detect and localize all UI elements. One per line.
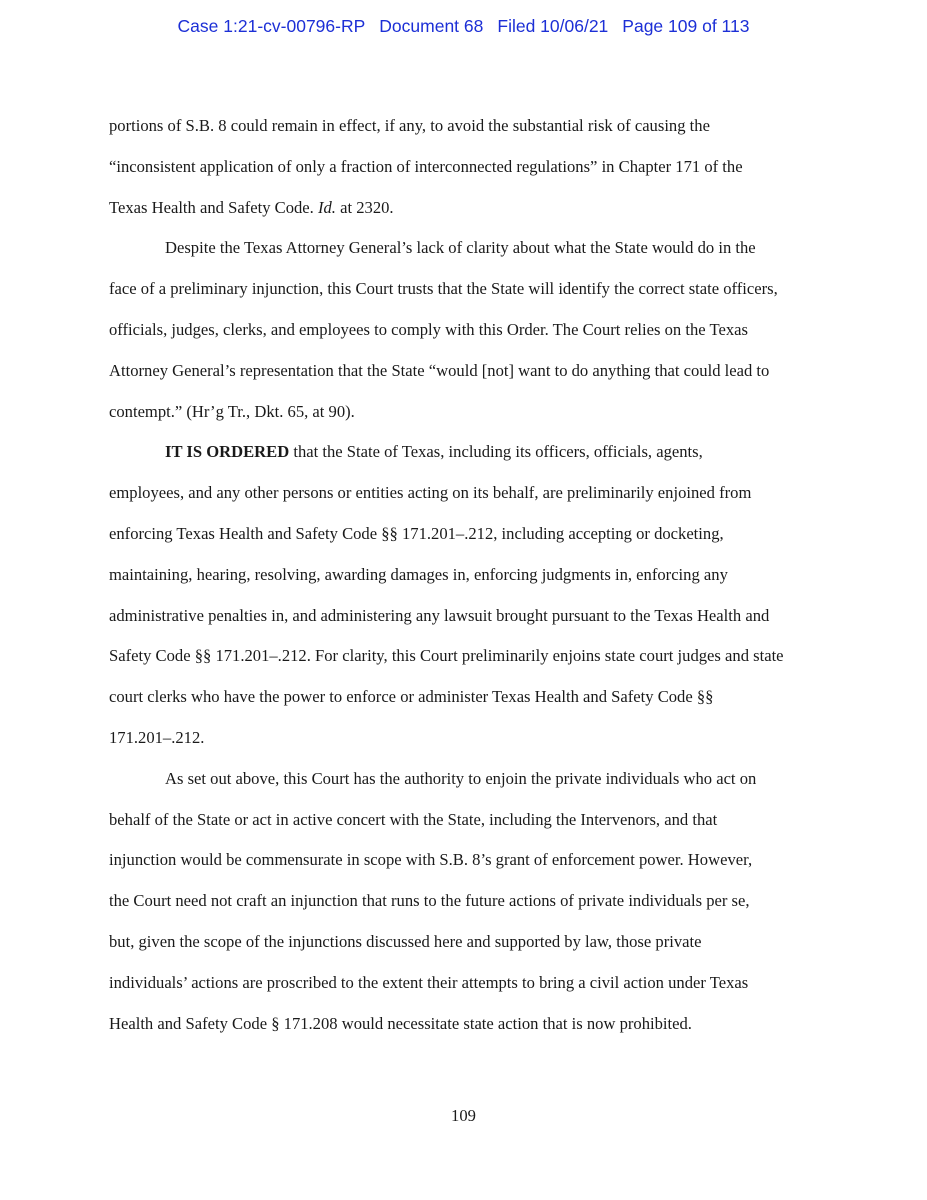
text-line: Despite the Texas Attorney General’s lack of clarity about what the State would do in the: [165, 238, 756, 258]
text-line: contempt.” (Hr’g Tr., Dkt. 65, at 90).: [109, 401, 355, 421]
text-line: but, given the scope of the injunctions discussed here and supported by law, those private: [109, 931, 702, 951]
bold-text: IT IS ORDERED: [165, 442, 290, 462]
page-number: 109: [451, 1106, 476, 1125]
filed-date: Filed 10/06/21: [497, 16, 609, 36]
text-line: injunction would be commensurate in scope with S.B. 8’s grant of enforcement power. However,: [109, 850, 753, 870]
text-segment: Texas Health and Safety Code.: [109, 197, 318, 217]
text-line: [109, 432, 821, 473]
italic-citation: Id.: [317, 197, 336, 217]
text-line: the Court need not craft an injunction that runs to the future actions of private individuals per se,: [109, 891, 750, 911]
page-count: Page 109 of 113: [622, 16, 750, 36]
document-body: [109, 106, 821, 1044]
text-segment: at 2320.: [335, 197, 394, 217]
text-line: Health and Safety Code § 171.208 would necessitate state action that is now prohibited.: [109, 1013, 692, 1033]
text-line: employees, and any other persons or entities acting on its behalf, are preliminarily enjoined from: [109, 483, 752, 503]
text-line: Safety Code §§ 171.201–.212. For clarity, this Court preliminarily enjoins state court judges and state: [109, 646, 784, 666]
text-line: officials, judges, clerks, and employees to comply with this Order. The Court relies on the Texas: [109, 319, 748, 339]
text-line: administrative penalties in, and administering any lawsuit brought pursuant to the Texas Health and: [109, 605, 770, 625]
document-number: Document 68: [379, 16, 484, 36]
case-number: Case 1:21-cv-00796-RP: [177, 16, 366, 36]
text-line: [109, 188, 821, 229]
text-line: maintaining, hearing, resolving, awarding damages in, enforcing judgments in, enforcing any: [109, 564, 728, 584]
text-line: enforcing Texas Health and Safety Code §§ 171.201–.212, including accepting or docketing,: [109, 523, 724, 543]
text-line: portions of S.B. 8 could remain in effect, if any, to avoid the substantial risk of causing the: [109, 116, 710, 135]
text-line: behalf of the State or act in active concert with the State, including the Intervenors, and that: [109, 809, 718, 829]
text-segment: that the State of Texas, including its officers, officials, agents,: [289, 442, 703, 462]
text-line: face of a preliminary injunction, this Court trusts that the State will identify the correct state officers,: [109, 279, 778, 299]
case-header: [0, 16, 927, 37]
text-line: As set out above, this Court has the authority to enjoin the private individuals who act on: [165, 768, 757, 788]
text-line: 171.201–.212.: [109, 727, 205, 747]
text-line: individuals’ actions are proscribed to the extent their attempts to bring a civil action under Texas: [109, 972, 749, 992]
text-line: court clerks who have the power to enforce or administer Texas Health and Safety Code §§: [109, 687, 714, 707]
text-line: “inconsistent application of only a fraction of interconnected regulations” in Chapter 171 of the: [109, 156, 743, 176]
text-line: Attorney General’s representation that the State “would [not] want to do anything that could lead to: [109, 360, 770, 380]
